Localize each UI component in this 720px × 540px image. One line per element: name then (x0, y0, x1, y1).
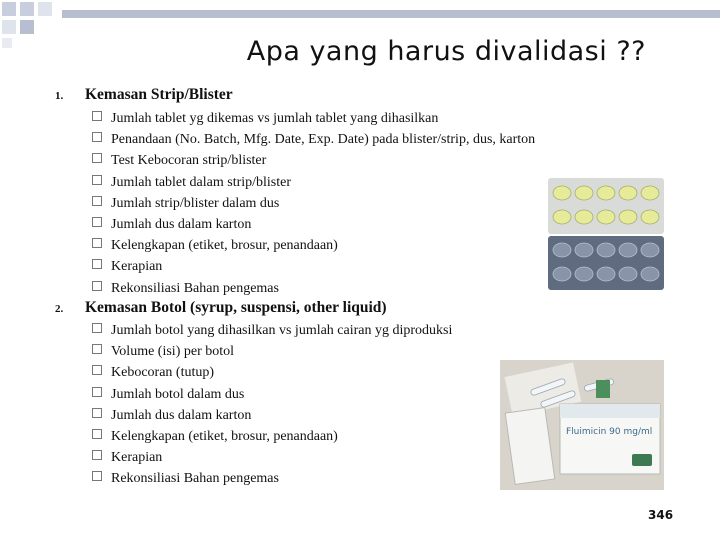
slide-title: Apa yang harus divalidasi ?? (246, 36, 646, 67)
item-text: Jumlah tablet dalam strip/blister (111, 174, 292, 190)
item-text: Volume (isi) per botol (111, 344, 235, 360)
item-text: Jumlah tablet yg dikemas vs jumlah tablet yang dihasilkan (111, 111, 439, 126)
item-text: Test Kebocoran strip/blister (111, 153, 267, 169)
blister-pack-image (548, 178, 664, 290)
list-item (92, 384, 452, 405)
section-title: Kemasan Botol (syrup, suspensi, other liquid) (85, 299, 387, 316)
item-text: Kelengkapan (etiket, brosur, penandaan) (111, 238, 338, 254)
section-number: 2. (55, 303, 64, 315)
list-item (92, 129, 535, 150)
checkbox-icon (92, 259, 102, 269)
item-text: Jumlah dus dalam karton (111, 216, 252, 232)
item-text: Kerapian (111, 259, 163, 275)
checkbox-icon (92, 238, 102, 248)
bottle-checklist (92, 320, 452, 490)
checkbox-icon (92, 344, 102, 354)
product-box-image (500, 360, 664, 490)
list-item (92, 468, 452, 489)
list-item (92, 172, 535, 193)
list-item (92, 108, 535, 129)
item-text: Kerapian (111, 450, 163, 466)
product-label: Fluimicin 90 mg/ml (566, 427, 653, 437)
section-heading-bottle (55, 299, 387, 317)
section-title: Kemasan Strip/Blister (85, 86, 233, 103)
header-bar (62, 10, 720, 18)
checkbox-icon (92, 153, 102, 163)
list-item (92, 341, 452, 362)
item-text: Jumlah botol dalam dus (111, 386, 245, 402)
list-item (92, 150, 535, 171)
checkbox-icon (92, 132, 102, 142)
item-text: Kebocoran (tutup) (111, 365, 215, 381)
list-item (92, 256, 535, 277)
item-text: Jumlah botol yang dihasilkan vs jumlah cairan yg diproduksi (111, 323, 453, 338)
checkbox-icon (92, 175, 102, 185)
list-item (92, 426, 452, 447)
list-item (92, 362, 452, 383)
item-text: Jumlah strip/blister dalam dus (111, 195, 280, 211)
list-item (92, 235, 535, 256)
item-text: Penandaan (No. Batch, Mfg. Date, Exp. Date) pada blister/strip, dus, karton (111, 132, 536, 148)
page-number: 346 (648, 508, 674, 522)
checkbox-icon (92, 387, 102, 397)
section-number: 1. (55, 90, 64, 102)
list-item (92, 405, 452, 426)
checkbox-icon (92, 323, 102, 333)
checkbox-icon (92, 196, 102, 206)
item-text: Jumlah dus dalam karton (111, 407, 252, 423)
list-item (92, 214, 535, 235)
corner-squares-decoration (0, 0, 120, 50)
item-text: Kelengkapan (etiket, brosur, penandaan) (111, 428, 338, 444)
checkbox-icon (92, 281, 102, 291)
list-item (92, 278, 535, 299)
checkbox-icon (92, 365, 102, 375)
checkbox-icon (92, 217, 102, 227)
item-text: Rekonsiliasi Bahan pengemas (111, 280, 279, 296)
strip-checklist (92, 108, 535, 299)
section-heading-strip (55, 86, 233, 104)
item-text: Rekonsiliasi Bahan pengemas (111, 471, 279, 487)
checkbox-icon (92, 111, 102, 121)
list-item (92, 447, 452, 468)
checkbox-icon (92, 450, 102, 460)
list-item (92, 193, 535, 214)
checkbox-icon (92, 408, 102, 418)
list-item (92, 320, 452, 341)
checkbox-icon (92, 471, 102, 481)
checkbox-icon (92, 429, 102, 439)
